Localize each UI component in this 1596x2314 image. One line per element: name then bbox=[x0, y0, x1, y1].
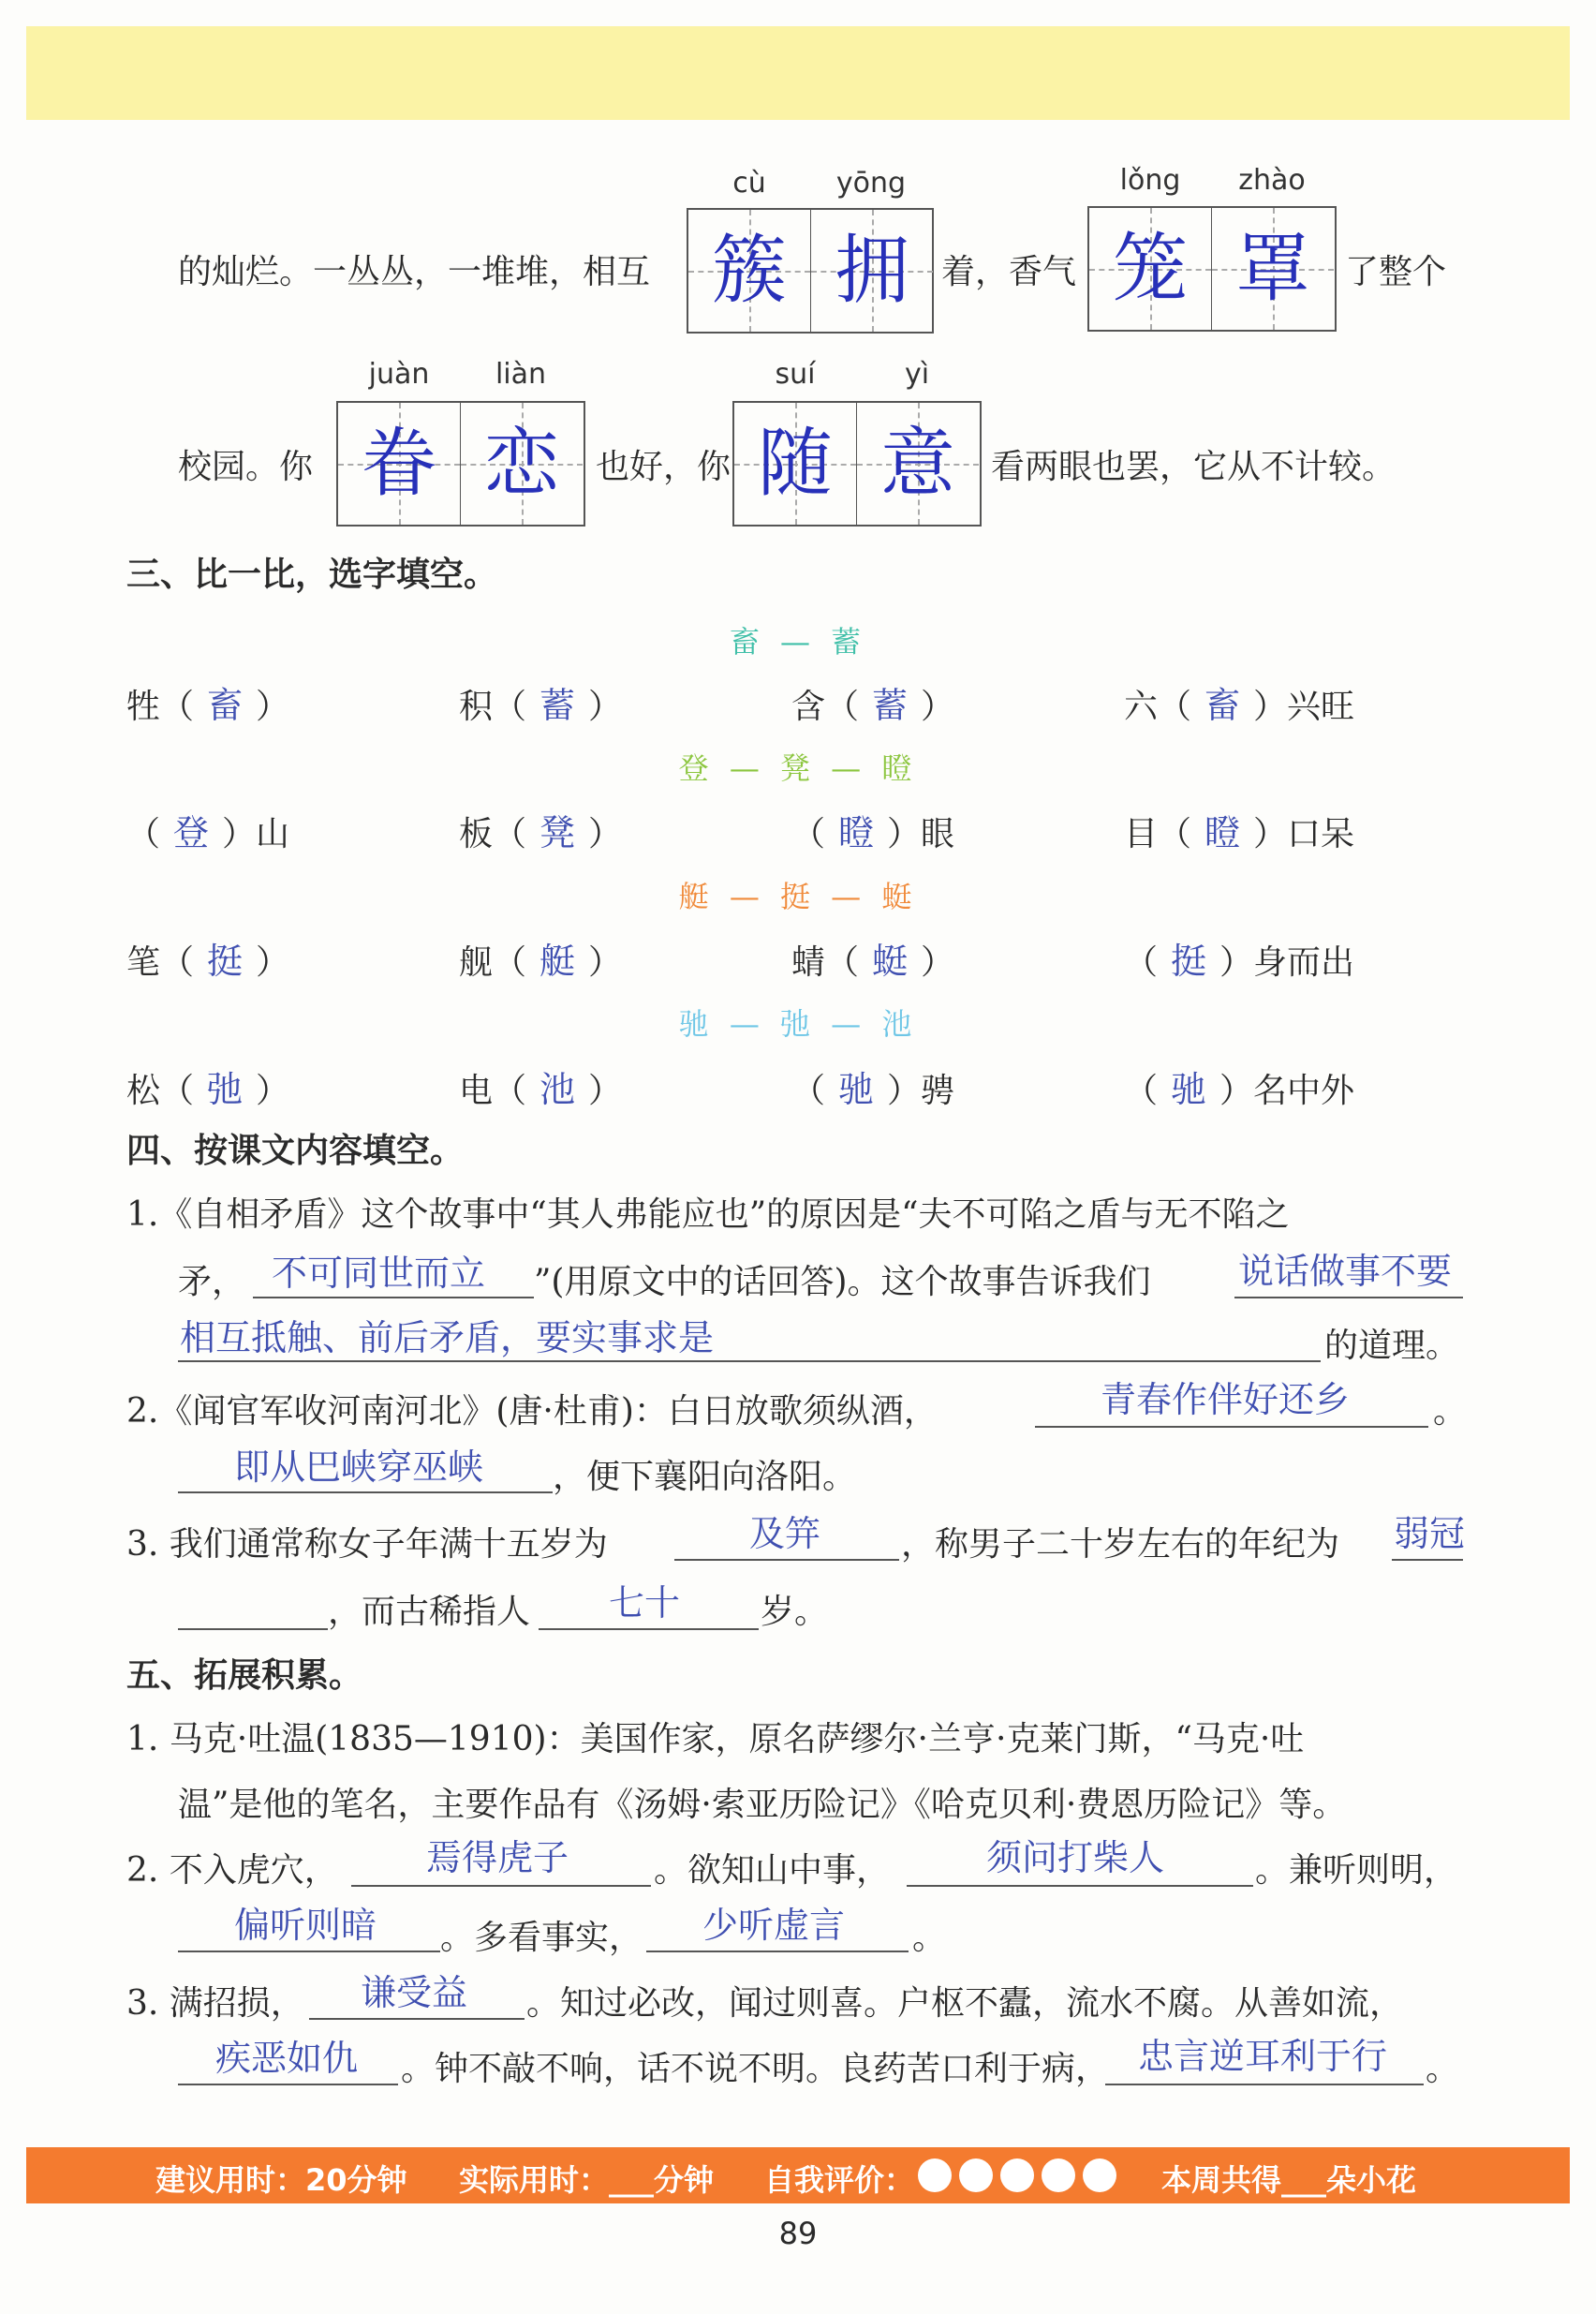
handwritten-answer: 驰 bbox=[1171, 1069, 1207, 1110]
item-suffix: ） bbox=[256, 1072, 290, 1110]
tianzige-cell bbox=[460, 403, 583, 525]
s4-q3-text: 3. 我们通常称女子年满十五岁为 bbox=[126, 1525, 608, 1564]
fill-blank-item bbox=[1124, 804, 1354, 855]
item-suffix: ） bbox=[921, 688, 955, 726]
item-suffix: ） bbox=[588, 1072, 623, 1110]
item-suffix: ）兴旺 bbox=[1253, 688, 1355, 726]
fill-blank-item bbox=[791, 804, 954, 855]
blank-line bbox=[1234, 1297, 1463, 1298]
suggested-time: 建议用时：20分钟 bbox=[155, 2162, 407, 2198]
section3-title: 三、比一比，选字填空。 bbox=[126, 556, 498, 594]
tianzige-cell bbox=[856, 403, 979, 525]
s4-q1-text: 矛， bbox=[178, 1263, 246, 1301]
handwritten-answer: 青春作伴好还乡 bbox=[1101, 1379, 1351, 1420]
handwritten-answer: 忠言逆耳利于行 bbox=[1138, 2036, 1388, 2077]
answer-char: 随 bbox=[758, 420, 833, 507]
blank-line bbox=[253, 1297, 534, 1298]
blank-line bbox=[907, 1885, 1253, 1887]
item-suffix: ）山 bbox=[222, 815, 290, 853]
pinyin: yì bbox=[904, 358, 930, 391]
item-prefix: （ bbox=[1124, 1072, 1159, 1110]
s5-q3-text: 。知过必改，闻过则喜。户枢不蠹，流水不腐。从善如流， bbox=[526, 1984, 1404, 2023]
answer-char: 拥 bbox=[835, 227, 909, 314]
blank-line bbox=[178, 1628, 328, 1630]
handwritten-answer: 偏听则暗 bbox=[234, 1905, 377, 1946]
item-prefix: 六（ bbox=[1124, 688, 1192, 726]
answer-char: 眷 bbox=[362, 420, 436, 507]
handwritten-answer: 登 bbox=[173, 812, 210, 853]
s5-q2-text: 。欲知山中事， bbox=[654, 1851, 891, 1890]
item-suffix: ） bbox=[256, 943, 290, 982]
intro-text-2a: 校园。你 bbox=[178, 448, 314, 486]
section5-title: 五、拓展积累。 bbox=[126, 1656, 363, 1695]
item-suffix: ） bbox=[588, 688, 623, 726]
handwritten-answer: 相互抵触、前后矛盾，要实事求是 bbox=[180, 1317, 715, 1358]
answer-char: 意 bbox=[880, 420, 955, 507]
header-band bbox=[26, 26, 1570, 120]
item-prefix: （ bbox=[1124, 943, 1159, 982]
handwritten-answer: 挺 bbox=[207, 941, 244, 982]
item-prefix: 含（ bbox=[791, 688, 860, 726]
blank-line bbox=[1035, 1426, 1428, 1428]
item-prefix: （ bbox=[791, 815, 826, 853]
tianzige-cell bbox=[734, 403, 856, 525]
answer-char: 罩 bbox=[1235, 225, 1310, 312]
pinyin: cù bbox=[732, 167, 766, 200]
handwritten-answer: 须问打柴人 bbox=[986, 1837, 1165, 1878]
handwritten-answer: 艇 bbox=[539, 941, 576, 982]
blank-line bbox=[539, 1628, 759, 1630]
pinyin: lǒng bbox=[1119, 164, 1181, 197]
item-suffix: ）名中外 bbox=[1219, 1072, 1355, 1110]
tianzige-box bbox=[732, 401, 982, 527]
handwritten-answer: 蓄 bbox=[539, 685, 576, 726]
handwritten-answer: 畜 bbox=[207, 685, 244, 726]
handwritten-answer: 凳 bbox=[539, 812, 576, 853]
blank-line bbox=[1105, 2084, 1424, 2085]
s4-q3-text: ，而古稀指人 bbox=[328, 1593, 531, 1631]
handwritten-answer: 挺 bbox=[1171, 941, 1207, 982]
fill-blank-item bbox=[459, 804, 622, 855]
handwritten-answer: 瞪 bbox=[838, 812, 875, 853]
item-suffix: ）骋 bbox=[887, 1072, 955, 1110]
handwritten-answer: 驰 bbox=[838, 1069, 875, 1110]
tianzige-cell bbox=[1089, 208, 1211, 330]
intro-text-2c: 看两眼也罢，它从不计较。 bbox=[991, 448, 1396, 486]
handwritten-answer: 说话做事不要 bbox=[1238, 1251, 1453, 1292]
tianzige-cell bbox=[810, 210, 933, 332]
blank-line bbox=[646, 1951, 909, 1952]
s5-q3-text: 。钟不敲不响，话不说不明。良药苦口利于病， bbox=[401, 2050, 1110, 2088]
fill-blank-item bbox=[459, 1061, 622, 1112]
fill-blank-item bbox=[126, 804, 289, 855]
intro-text-1c: 了整个 bbox=[1345, 253, 1447, 291]
handwritten-answer: 蓄 bbox=[872, 685, 909, 726]
fill-blank-item bbox=[126, 932, 289, 984]
item-prefix: 牲（ bbox=[126, 688, 195, 726]
flower-icon bbox=[918, 2158, 952, 2192]
s4-q3-text: ，称男子二十岁左右的年纪为 bbox=[901, 1525, 1340, 1564]
s5-q2-text: 。多看事实， bbox=[440, 1919, 643, 1957]
fill-blank-item bbox=[791, 676, 954, 728]
item-suffix: ）身而出 bbox=[1219, 943, 1355, 982]
item-prefix: 笔（ bbox=[126, 943, 195, 982]
fill-blank-item bbox=[459, 932, 622, 984]
item-suffix: ） bbox=[921, 943, 955, 982]
blank-line bbox=[351, 1885, 651, 1887]
intro-text-1b: 着，香气 bbox=[941, 253, 1077, 291]
handwritten-answer: 焉得虎子 bbox=[426, 1837, 569, 1878]
blank-line bbox=[674, 1559, 899, 1561]
flower-icon bbox=[959, 2158, 993, 2192]
s5-q3-text: 。 bbox=[1426, 2050, 1460, 2088]
fill-blank-item bbox=[1124, 676, 1354, 728]
item-prefix: （ bbox=[126, 815, 161, 853]
item-prefix: 舰（ bbox=[459, 943, 527, 982]
s4-q2-text: 2.《闻官军收河南河北》(唐·杜甫)：白日放歌须纵酒， bbox=[126, 1392, 938, 1431]
char-group-header: 畜 — 蓄 bbox=[729, 624, 867, 660]
fill-blank-item bbox=[126, 676, 289, 728]
item-prefix: （ bbox=[791, 1072, 826, 1110]
page-number: 89 bbox=[778, 2216, 818, 2251]
fill-blank-item bbox=[126, 1061, 289, 1112]
s5-q2-text: 。兼听则明， bbox=[1255, 1851, 1458, 1890]
flower-icon bbox=[1083, 2158, 1116, 2192]
tianzige-cell bbox=[1211, 208, 1334, 330]
s5-q2-text: 。 bbox=[912, 1919, 947, 1957]
flower-icon bbox=[1042, 2158, 1075, 2192]
item-prefix: 电（ bbox=[459, 1072, 527, 1110]
pinyin: zhào bbox=[1238, 164, 1306, 197]
tianzige-box bbox=[687, 208, 934, 334]
intro-text-2b: 也好，你 bbox=[596, 448, 732, 486]
item-suffix: ） bbox=[588, 943, 623, 982]
fill-blank-item bbox=[459, 676, 622, 728]
item-prefix: 板（ bbox=[459, 815, 527, 853]
s4-q1-line1: 1.《自相矛盾》这个故事中“其人弗能应也”的原因是“夫不可陷之盾与无不陷之 bbox=[126, 1195, 1290, 1234]
handwritten-answer: 不可同世而立 bbox=[272, 1253, 486, 1294]
blank-line bbox=[178, 2084, 398, 2085]
blank-line bbox=[1392, 1559, 1463, 1561]
fill-blank-item bbox=[1124, 932, 1354, 984]
handwritten-answer: 池 bbox=[539, 1069, 576, 1110]
footer-bar bbox=[26, 2147, 1570, 2203]
s4-q3-text: 岁。 bbox=[761, 1593, 829, 1631]
item-prefix: 松（ bbox=[126, 1072, 195, 1110]
fill-blank-item bbox=[791, 932, 954, 984]
char-group-header: 艇 — 挺 — 蜓 bbox=[678, 879, 918, 914]
tianzige-cell bbox=[338, 403, 460, 525]
item-suffix: ） bbox=[588, 815, 623, 853]
item-suffix: ）眼 bbox=[887, 815, 955, 853]
blank-line bbox=[178, 1360, 1321, 1362]
s5-q1-text: 1. 马克·吐温(1835—1910)：美国作家，原名萨缪尔·兰亨·克莱门斯，“马克·吐 bbox=[126, 1720, 1305, 1758]
tianzige-cell bbox=[688, 210, 810, 332]
handwritten-answer: 谦受益 bbox=[361, 1972, 468, 2013]
handwritten-answer: 少听虚言 bbox=[702, 1905, 846, 1946]
handwritten-answer: 即从巴峡穿巫峡 bbox=[234, 1446, 484, 1488]
section4-title: 四、按课文内容填空。 bbox=[126, 1132, 465, 1170]
s5-q2-text: 2. 不入虎穴， bbox=[126, 1851, 338, 1890]
s5-q3-text: 3. 满招损， bbox=[126, 1984, 304, 2023]
actual-time: 实际用时：___分钟 bbox=[459, 2162, 715, 2198]
tianzige-box bbox=[1087, 206, 1337, 332]
pinyin: liàn bbox=[495, 358, 547, 391]
handwritten-answer: 瞪 bbox=[1204, 812, 1241, 853]
answer-char: 簇 bbox=[712, 227, 787, 314]
item-suffix: ）口呆 bbox=[1253, 815, 1355, 853]
pinyin: suí bbox=[775, 358, 816, 391]
item-suffix: ） bbox=[256, 688, 290, 726]
blank-line bbox=[309, 2018, 525, 2020]
blank-line bbox=[178, 1491, 553, 1493]
s4-q2-text: 。 bbox=[1433, 1392, 1468, 1431]
fill-blank-item bbox=[1124, 1061, 1354, 1112]
item-prefix: 积（ bbox=[459, 688, 527, 726]
s5-q1-text: 温”是他的笔名，主要作品有《汤姆·索亚历险记》《哈克贝利·费恩历险记》等。 bbox=[178, 1786, 1347, 1824]
char-group-header: 驰 — 弛 — 池 bbox=[678, 1006, 918, 1042]
intro-text-1a: 的灿烂。一丛丛，一堆堆，相互 bbox=[178, 253, 651, 291]
tianzige-box bbox=[336, 401, 585, 527]
s4-q1-text: 的道理。 bbox=[1324, 1327, 1460, 1365]
handwritten-answer: 弱冠 bbox=[1394, 1513, 1466, 1554]
flower-icon bbox=[1000, 2158, 1034, 2192]
handwritten-answer: 蜓 bbox=[872, 941, 909, 982]
handwritten-answer: 弛 bbox=[207, 1069, 244, 1110]
fill-blank-item bbox=[791, 1061, 954, 1112]
item-prefix: 目（ bbox=[1124, 815, 1192, 853]
self-eval-label: 自我评价： bbox=[764, 2162, 915, 2198]
pinyin: juàn bbox=[368, 358, 430, 391]
handwritten-answer: 七十 bbox=[609, 1582, 681, 1624]
answer-char: 恋 bbox=[484, 420, 559, 507]
handwritten-answer: 及笄 bbox=[749, 1513, 821, 1554]
item-prefix: 蜻（ bbox=[791, 943, 860, 982]
week-total: 本周共得___朵小花 bbox=[1161, 2162, 1417, 2198]
s4-q2-text: ，便下襄阳向洛阳。 bbox=[553, 1458, 857, 1496]
handwritten-answer: 畜 bbox=[1204, 685, 1241, 726]
pinyin: yōng bbox=[835, 167, 907, 200]
blank-line bbox=[178, 1951, 440, 1952]
s4-q1-text: ”(用原文中的话回答)。这个故事告诉我们 bbox=[534, 1263, 1151, 1301]
char-group-header: 登 — 凳 — 瞪 bbox=[678, 750, 918, 786]
answer-char: 笼 bbox=[1113, 225, 1188, 312]
handwritten-answer: 疾恶如仇 bbox=[215, 2038, 359, 2079]
